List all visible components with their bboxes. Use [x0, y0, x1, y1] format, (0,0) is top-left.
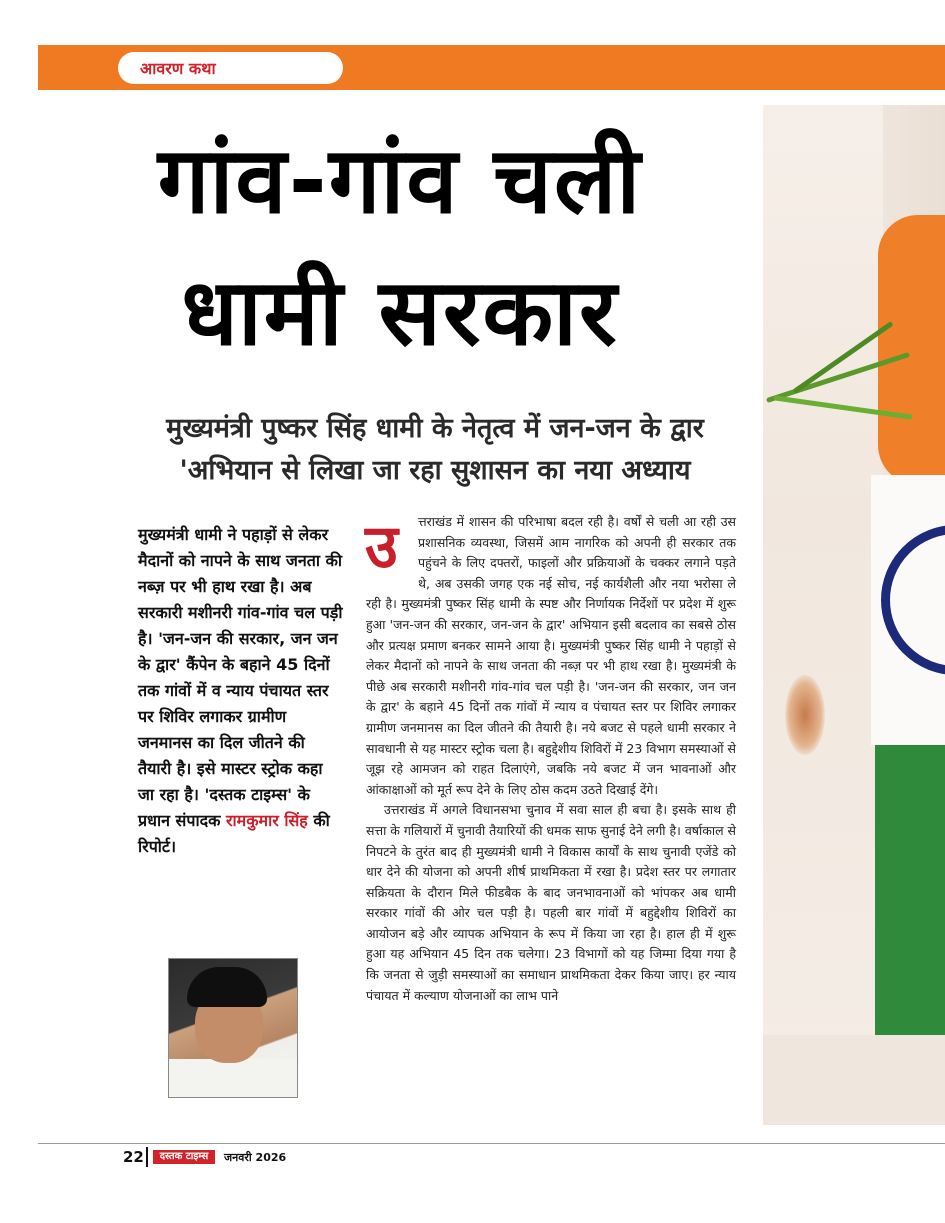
subhead-line-2: 'अभियान से लिखा जा रहा सुशासन का नया अध्याय [179, 455, 691, 486]
magazine-logo: दस्तक टाइम्स [153, 1150, 215, 1164]
dropcap-spacer [366, 512, 418, 594]
wood-knot [785, 675, 825, 755]
issue-date: जनवरी 2026 [224, 1151, 287, 1164]
section-label: आवरण कथा [118, 52, 343, 84]
article-paragraph-1: त्तराखंड में शासन की परिभाषा बदल रही है। वर्षों से चली आ रही उस प्रशासनिक व्यवस्था, जिसमें आम नागरिक को अपनी ही सरकार तक पहुंचने के लिए दफ्तरों, फाइलों और प्रक्रियाओं के चक्कर लगाने पड़ते थे, अब उसकी जगह एक नई सोच, नई कार्यशैली और नया भरोसा ले रही है। मुख्यमंत्री पुष्कर सिंह धामी के स्पष्ट और निर्णायक निर्देशों पर प्रदेश में शुरू हुआ 'जन-जन की सरकार, जन-जन के द्वार' अभियान इसी बदलाव का सबसे ठोस और प्रत्यक्ष प्रमाण बनकर सामने आया है। मुख्यमंत्री पुष्कर सिंह धामी ने पहाड़ों से लेकर मैदानों को नापने के साथ जनता की नब्ज़ पर भी हाथ रखा है। मुख्यमंत्री के पीछे अब सरकारी मशीनरी गांव-गांव चल पड़ी है। 'जन-जन की सरकार, जन जन के द्वार' के बहाने 45 दिनों तक गांवों में न्याय व पंचायत स्तर पर शिविर लगाकर ग्रामीण जनमानस का दिल जीतने की तैयारी है। नये बजट से पहले धामी सरकार ने सावधानी से यह मास्टर स्ट्रोक चला है। बहुद्देशीय शिविरों में 23 विभाग समस्याओं से जूझ रहे आमजन को राहत दिलाएंगे, जबकि नये बजट में जन भावनाओं और आंकाक्षाओं को मूर्त रूप देने के लिए ठोस कदम उठते दिखाई देंगे। [366, 514, 736, 797]
flag-saffron-band [878, 215, 945, 485]
drop-cap: उ [365, 512, 398, 582]
cover-photo-flag [763, 105, 945, 1125]
author-hair [187, 967, 267, 1007]
author-name: रामकुमार सिंह [225, 811, 308, 830]
flag-green-band [875, 745, 945, 1045]
footer-separator [146, 1147, 148, 1167]
article-paragraph-2: उत्तराखंड में अगले विधानसभा चुनाव में सवा साल ही बचा है। इसके साथ ही सत्ता के गलियारों में चुनावी तैयारियों की धमक साफ सुनाई देने लगी है। वर्षाकाल से निपटने के तुरंत बाद ही मुख्यमंत्री धामी ने विकास कार्यों के साथ चुनावी एजेंडे को धार देने की योजना को अपनी शीर्ष प्राथमिकता में रखा है। प्रदेश स्तर पर लगातार सक्रियता के दौरान मिले फीडबैक के बाद जनभावनाओं को भांपकर अब धामी सरकार गांवों की ओर चल पड़ी है। पहली बार गांवों में बहुद्देशीय शिविरों का आयोजन बड़े और व्यापक अभियान के रूप में किया जा रहा है। हाल ही में शुरू हुआ यह अभियान 45 दिन तक चलेगा। 23 विभागों को यह जिम्मा दिया गया है कि जनता से जुड़ी समस्याओं का समाधान प्राथमिकता देकर किया जाए। हर न्याय पंचायत में कल्याण योजनाओं का लाभ पाने [366, 802, 736, 1003]
page-headline [40, 115, 760, 379]
footer-divider [38, 1143, 945, 1144]
intro-blurb [138, 522, 343, 860]
desk-surface [763, 1035, 945, 1125]
subhead-line-1: मुख्यमंत्री पुष्कर सिंह धामी के नेतृत्व में जन-जन के द्वार [166, 413, 704, 444]
intro-text: मुख्यमंत्री धामी ने पहाड़ों से लेकर मैदानों को नापने के साथ जनता की नब्ज़ पर भी हाथ रखा है। अब सरकारी मशीनरी गांव-गांव चल पड़ी है। 'जन-जन की सरकार, जन जन के द्वार' कैंपेन के बहाने 45 दिनों तक गांवों में व न्याय पंचायत स्तर पर शिविर लगाकर ग्रामीण जनमानस का दिल जीतने की तैयारी है। इसे मास्टर स्ट्रोक कहा जा रहा है। 'दस्तक टाइम्स' के प्रधान संपादक [138, 525, 343, 830]
subheadline [125, 408, 745, 492]
headline-line-2: धामी सरकार [181, 259, 619, 366]
article-paragraph [366, 512, 736, 800]
intro-suffix: की रिपोर्ट। [138, 811, 330, 856]
headline-line-1: गांव-गांव चली [157, 127, 643, 234]
article-body [366, 512, 736, 1006]
wood-background [763, 105, 883, 1125]
author-shirt [169, 1059, 297, 1097]
page-number: 22 [123, 1148, 144, 1166]
author-photo [168, 958, 298, 1098]
